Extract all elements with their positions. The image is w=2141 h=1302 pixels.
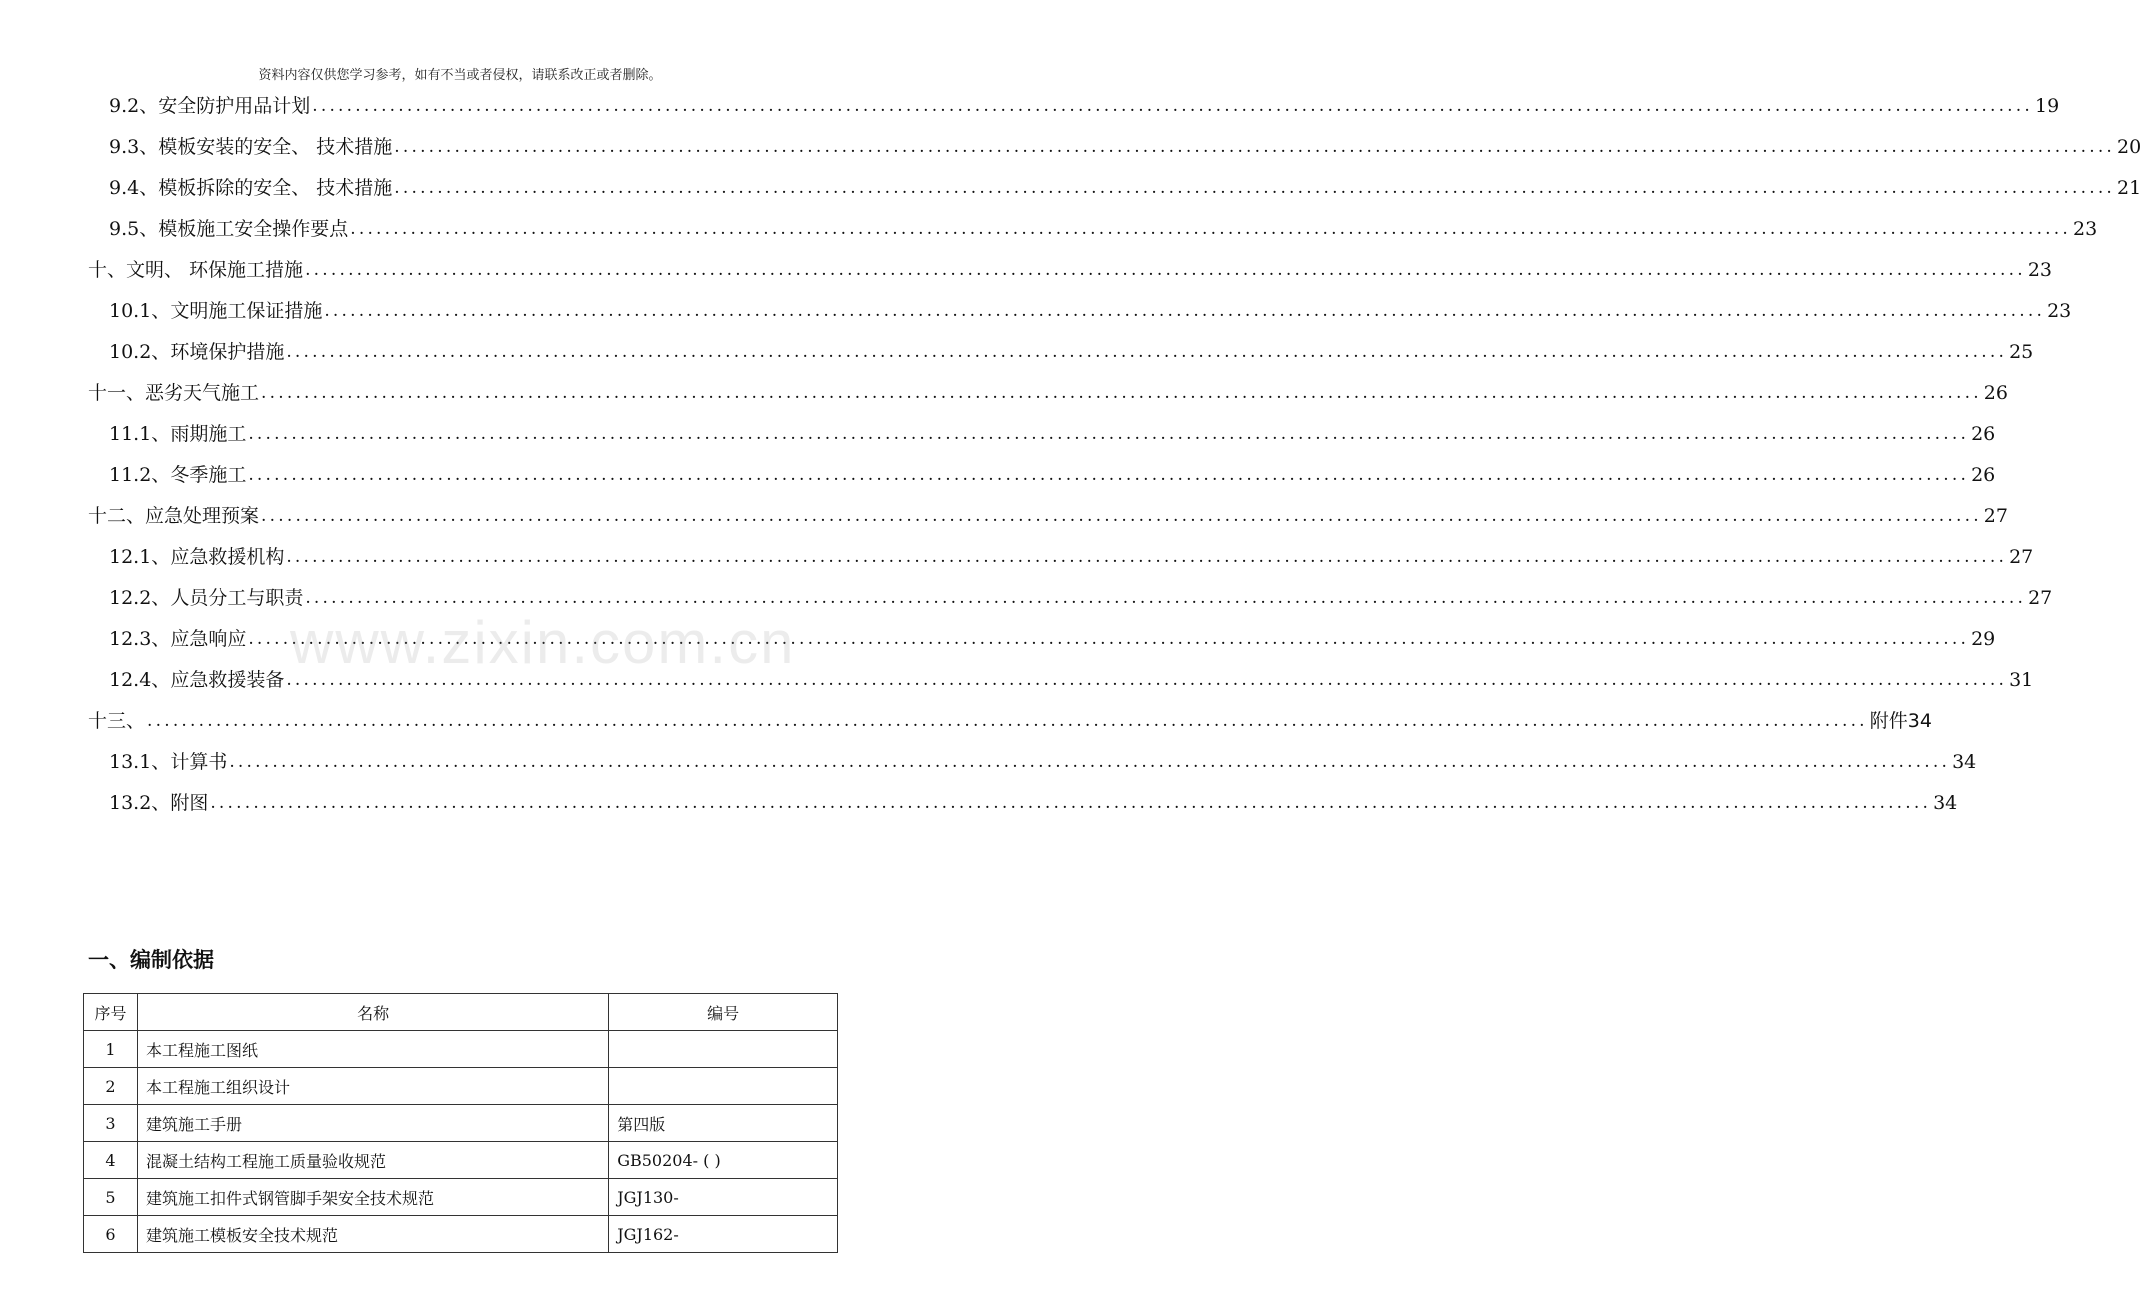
toc-title: 人员分工与职责 [170, 587, 304, 609]
toc-number: 13.2、 [109, 792, 171, 814]
row-code [609, 1068, 838, 1105]
toc-page-number: 27 [2009, 546, 2034, 568]
toc-number: 9.4、 [109, 177, 159, 199]
toc-row[interactable] [88, 695, 1932, 733]
toc-number: 9.5、 [109, 218, 159, 240]
row-name: 建筑施工扣件式钢管脚手架安全技术规范 [137, 1179, 608, 1216]
toc-leader-dots: ........................................................................................................................................................................................................ [394, 137, 2116, 157]
toc-page-number: 34 [1933, 792, 1958, 814]
toc-page-number: 附件34 [1869, 710, 1932, 732]
header-note: 资料内容仅供您学习参考，如有不当或者侵权，请联系改正或者删除。 [258, 68, 662, 83]
toc-row[interactable] [88, 244, 2053, 282]
table-row [84, 1142, 838, 1179]
row-seq: 4 [84, 1142, 138, 1179]
toc-leader-dots: ........................................................................................................................................................................................................ [286, 670, 2008, 690]
toc-leader-dots: ........................................................................................................................................................................................................ [394, 178, 2116, 198]
toc-page-number: 27 [1983, 505, 2008, 527]
table-row [84, 1216, 838, 1253]
toc-title: 冬季施工 [170, 464, 247, 486]
toc-row[interactable] [109, 449, 1996, 487]
row-seq: 5 [84, 1179, 138, 1216]
row-code: JGJ162- [609, 1216, 838, 1253]
toc-title: 恶劣天气施工 [145, 382, 260, 404]
toc-number: 12.3、 [109, 628, 171, 650]
toc-page-number: 26 [1971, 423, 1996, 445]
reference-table [83, 993, 838, 1253]
toc-row[interactable] [88, 490, 2008, 528]
toc-leader-dots: ........................................................................................................................................................................................................ [312, 96, 2033, 116]
row-seq: 3 [84, 1105, 138, 1142]
toc-page-number: 25 [2009, 341, 2034, 363]
toc-row[interactable] [109, 80, 2060, 118]
toc-number: 十一、 [88, 382, 146, 404]
toc-title: 模板安装的安全、 技术措施 [158, 136, 393, 158]
toc-leader-dots: ........................................................................................................................................................................................................ [147, 711, 1868, 731]
toc-title: 雨期施工 [170, 423, 247, 445]
toc-number: 10.1、 [109, 300, 171, 322]
toc-row[interactable] [109, 121, 2141, 159]
toc-row[interactable] [109, 285, 2072, 323]
toc-page-number: 21 [2117, 177, 2141, 199]
toc-title: 模板拆除的安全、 技术措施 [158, 177, 393, 199]
row-code: 第四版 [609, 1105, 838, 1142]
toc-leader-dots: ........................................................................................................................................................................................................ [248, 465, 1970, 485]
toc-row[interactable] [109, 531, 2034, 569]
row-code: JGJ130- [609, 1179, 838, 1216]
row-code: GB50204- ( ) [609, 1142, 838, 1179]
toc-leader-dots: ........................................................................................................................................................................................................ [286, 342, 2008, 362]
row-seq: 2 [84, 1068, 138, 1105]
row-name: 建筑施工手册 [137, 1105, 608, 1142]
table-row [84, 1179, 838, 1216]
toc-title: 应急响应 [170, 628, 247, 650]
toc-number: 12.2、 [109, 587, 171, 609]
toc-page-number: 23 [2027, 259, 2053, 281]
row-code [609, 1031, 838, 1068]
toc-title: 应急救援机构 [170, 546, 285, 568]
table-row [84, 1031, 838, 1068]
row-name: 本工程施工图纸 [137, 1031, 608, 1068]
section-heading: 一、编制依据 [88, 948, 214, 972]
toc-leader-dots: ........................................................................................................................................................................................................ [350, 219, 2071, 239]
toc-number: 十二、 [88, 505, 146, 527]
toc-leader-dots: ........................................................................................................................................................................................................ [248, 629, 1970, 649]
toc-row[interactable] [109, 736, 1977, 774]
toc-title: 安全防护用品计划 [158, 95, 311, 117]
toc-page-number: 23 [2073, 218, 2098, 240]
toc-row[interactable] [88, 367, 2008, 405]
table-row [84, 1068, 838, 1105]
header-seq: 序号 [84, 994, 138, 1031]
toc-page-number: 26 [1971, 464, 1996, 486]
toc-number: 12.4、 [109, 669, 171, 691]
table-header-row [84, 994, 838, 1031]
toc-page-number: 19 [2035, 95, 2060, 117]
toc-page-number: 29 [1971, 628, 1996, 650]
toc-leader-dots: ........................................................................................................................................................................................................ [210, 793, 1932, 813]
toc-row[interactable] [109, 777, 1958, 815]
toc-page-number: 27 [2028, 587, 2053, 609]
toc-number: 13.1、 [109, 751, 171, 773]
toc-row[interactable] [109, 613, 1996, 651]
toc-title: 应急处理预案 [145, 505, 260, 527]
toc-title: 应急救援装备 [170, 669, 285, 691]
toc-page-number: 26 [1983, 382, 2008, 404]
toc-number: 11.1、 [109, 423, 171, 445]
toc-number: 11.2、 [109, 464, 171, 486]
toc-title: 计算书 [170, 751, 228, 773]
toc-number: 十、 [88, 259, 127, 281]
toc-number: 9.2、 [109, 95, 159, 117]
toc-leader-dots: ........................................................................................................................................................................................................ [305, 260, 2026, 280]
toc-title: 文明、 环保施工措施 [126, 259, 304, 281]
row-name: 本工程施工组织设计 [137, 1068, 608, 1105]
toc-row[interactable] [109, 408, 1996, 446]
header-code: 编号 [609, 994, 838, 1031]
toc-title: 环境保护措施 [170, 341, 285, 363]
toc-title: 附图 [170, 792, 209, 814]
toc-leader-dots: ........................................................................................................................................................................................................ [324, 301, 2046, 321]
toc-number: 十三、 [88, 710, 146, 732]
toc-row[interactable] [109, 326, 2034, 364]
table-row [84, 1105, 838, 1142]
toc-page-number: 34 [1952, 751, 1977, 773]
watermark: www.zixin.com.cn [290, 609, 796, 676]
toc-page-number: 23 [2047, 300, 2072, 322]
toc-leader-dots: ........................................................................................................................................................................................................ [305, 588, 2027, 608]
toc-number: 12.1、 [109, 546, 171, 568]
toc-page-number: 31 [2009, 669, 2034, 691]
toc-row[interactable] [109, 162, 2141, 200]
toc-row[interactable] [109, 203, 2098, 241]
toc-leader-dots: ........................................................................................................................................................................................................ [261, 383, 1982, 403]
toc-number: 9.3、 [109, 136, 159, 158]
row-name: 建筑施工模板安全技术规范 [137, 1216, 608, 1253]
row-seq: 1 [84, 1031, 138, 1068]
toc-title: 文明施工保证措施 [170, 300, 323, 322]
row-name: 混凝土结构工程施工质量验收规范 [137, 1142, 608, 1179]
toc-number: 10.2、 [109, 341, 171, 363]
toc-leader-dots: ........................................................................................................................................................................................................ [286, 547, 2008, 567]
toc-leader-dots: ........................................................................................................................................................................................................ [248, 424, 1970, 444]
toc-row[interactable] [109, 572, 2053, 610]
header-name: 名称 [137, 994, 608, 1031]
toc-title: 模板施工安全操作要点 [158, 218, 349, 240]
toc-page-number: 20 [2117, 136, 2141, 158]
row-seq: 6 [84, 1216, 138, 1253]
toc-leader-dots: ........................................................................................................................................................................................................ [261, 506, 1982, 526]
toc-leader-dots: ........................................................................................................................................................................................................ [229, 752, 1951, 772]
toc-row[interactable] [109, 654, 2034, 692]
